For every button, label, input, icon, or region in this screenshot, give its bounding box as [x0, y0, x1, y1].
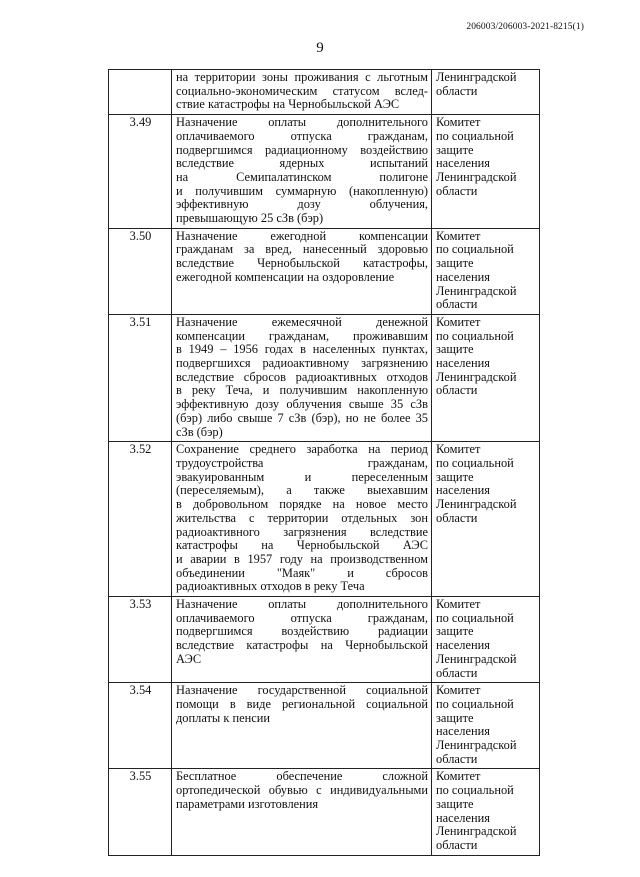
responsible-body-line: Ленинградской: [436, 651, 517, 666]
page-number: 9: [316, 40, 324, 56]
responsible-body-line: по социальной защите: [436, 610, 514, 639]
row-number: 3.54: [109, 683, 172, 769]
responsible-body-line: Комитет: [436, 115, 481, 130]
responsible-body-line: Комитет: [436, 442, 481, 457]
row-number: 3.49: [109, 115, 172, 229]
row-number: 3.52: [109, 442, 172, 597]
responsible-body-line: населения: [436, 810, 490, 825]
description-line: ежегодной компенсации на оздоровление: [176, 269, 395, 284]
responsible-body-line: Комитет: [436, 683, 481, 698]
row-number: 3.53: [109, 597, 172, 683]
description-line: объединении "Маяк" и сбросов: [176, 565, 428, 580]
description-line: параметрами изготовления: [176, 796, 319, 811]
responsible-body-line: населения: [436, 483, 490, 498]
responsible-body: [432, 115, 540, 229]
responsible-body-line: по социальной защите: [436, 455, 514, 484]
responsible-body-line: населения: [436, 269, 490, 284]
service-description: [172, 597, 432, 683]
description-line: Сохранение среднего заработка на период: [176, 442, 428, 457]
description-line: радиоактивных отходов в реку Теча: [176, 579, 365, 594]
row-number: 3.51: [109, 314, 172, 441]
responsible-body-line: Комитет: [436, 597, 481, 612]
responsible-body: [432, 769, 540, 855]
responsible-body-line: Комитет: [436, 769, 481, 784]
responsible-body-line: Ленинградской: [436, 824, 517, 839]
responsible-body-line: Комитет: [436, 228, 481, 243]
description-line: в реку Теча, и получившим накопленную: [176, 383, 428, 398]
responsible-body-line: области: [436, 665, 478, 680]
description-line: Бесплатное обеспечение сложной: [176, 769, 428, 784]
row-number: 3.50: [109, 228, 172, 314]
table-row: [109, 683, 540, 769]
description-line: превышающую 25 сЗв (бэр): [176, 211, 324, 226]
responsible-body-line: по социальной защите: [436, 128, 514, 157]
responsible-body-line: населения: [436, 156, 490, 171]
responsible-body-line: Ленинградской: [436, 369, 517, 384]
table-row: [109, 70, 540, 115]
responsible-body-line: населения: [436, 724, 490, 739]
description-line: и аварии в 1957 году на производственном: [176, 551, 428, 566]
responsible-body-line: области: [436, 297, 478, 312]
responsible-body: [432, 228, 540, 314]
service-description: [172, 769, 432, 855]
document-id: 206003/206003-2021-8215(1): [466, 22, 584, 32]
responsible-body-line: Ленинградской: [436, 283, 517, 298]
description-line: эффективную дозу облучения свыше 35 сЗв: [176, 397, 428, 412]
description-line: и получившим суммарную (накопленную): [176, 183, 428, 198]
service-description: [172, 115, 432, 229]
description-line: вследствие Чернобыльской катастрофы,: [176, 256, 428, 271]
responsible-body-line: по социальной защите: [436, 696, 514, 725]
description-line: подвергшимся радиационному воздействию: [176, 142, 428, 157]
responsible-body-line: Комитет: [436, 314, 481, 329]
responsible-body-line: Ленинградской: [436, 497, 517, 512]
responsible-body-line: населения: [436, 638, 490, 653]
responsible-body-line: области: [436, 83, 478, 98]
responsible-body-line: по социальной защите: [436, 242, 514, 271]
description-line: компенсации гражданам, проживавшим: [176, 328, 428, 343]
table-row: [109, 115, 540, 229]
responsible-body-line: области: [436, 510, 478, 525]
description-line: (переселяемым), а также выехавшим: [176, 483, 428, 498]
description-line: оплачиваемого отпуска гражданам,: [176, 610, 428, 625]
description-line: Назначение государственной социальной: [176, 683, 428, 698]
description-line: ствие катастрофы на Чернобыльской АЭС: [176, 97, 400, 112]
service-description: [172, 228, 432, 314]
service-description: [172, 683, 432, 769]
responsible-body-line: Ленинградской: [436, 70, 517, 84]
description-line: (бэр) либо свыше 7 сЗв (бэр), но не более 35: [176, 410, 428, 425]
table-row: [109, 314, 540, 441]
description-line: сЗв (бэр): [176, 424, 223, 439]
description-line: на территории зоны проживания с льготным: [176, 70, 428, 84]
description-line: на Семипалатинском полигоне: [176, 169, 428, 184]
responsible-body-line: Ленинградской: [436, 169, 517, 184]
responsible-body: [432, 597, 540, 683]
description-line: социально-экономическим статусом вслед-: [176, 83, 428, 98]
responsible-body-line: по социальной защите: [436, 328, 514, 357]
table-row: [109, 228, 540, 314]
service-description: [172, 442, 432, 597]
description-line: вследствие сбросов радиоактивных отходов: [176, 369, 428, 384]
row-number: [109, 70, 172, 115]
responsible-body-line: области: [436, 751, 478, 766]
responsible-body-line: области: [436, 837, 478, 852]
description-line: вследствие катастрофы на Чернобыльской: [176, 638, 428, 653]
table-row: [109, 597, 540, 683]
description-line: катастрофы на Чернобыльской АЭС: [176, 538, 428, 553]
description-line: доплаты к пенсии: [176, 710, 270, 725]
description-line: Назначение оплаты дополнительного: [176, 115, 428, 130]
description-line: эффективную дозу облучения,: [176, 197, 428, 212]
description-line: Назначение ежемесячной денежной: [176, 314, 428, 329]
description-line: подвергшихся радиоактивному загрязнению: [176, 356, 428, 371]
responsible-body-line: по социальной защите: [436, 783, 514, 811]
description-line: Назначение оплаты дополнительного: [176, 597, 428, 612]
responsible-body: [432, 314, 540, 441]
description-line: ортопедической обувью с индивидуальными: [176, 783, 428, 798]
responsible-body: [432, 70, 540, 115]
services-table: [108, 69, 540, 856]
responsible-body: [432, 683, 540, 769]
service-description: [172, 70, 432, 115]
description-line: подвергшимся воздействию радиации: [176, 624, 428, 639]
description-line: оплачиваемого отпуска гражданам,: [176, 128, 428, 143]
responsible-body-line: населения: [436, 356, 490, 371]
services-table-body: [109, 70, 540, 856]
responsible-body: [432, 442, 540, 597]
description-line: Назначение ежегодной компенсации: [176, 228, 428, 243]
description-line: вследствие ядерных испытаний: [176, 156, 428, 171]
description-line: в 1949 – 1956 годах в населенных пунктах,: [176, 342, 428, 357]
description-line: эвакуированным и переселенным: [176, 469, 428, 484]
description-line: трудоустройства гражданам,: [176, 455, 428, 470]
description-line: помощи в виде региональной социальной: [176, 696, 428, 711]
table-row: [109, 442, 540, 597]
description-line: жительства с территории отдельных зон: [176, 510, 428, 525]
description-line: в добровольном порядке на новое место: [176, 497, 428, 512]
row-number: 3.55: [109, 769, 172, 855]
service-description: [172, 314, 432, 441]
responsible-body-line: области: [436, 183, 478, 198]
responsible-body-line: Ленинградской: [436, 738, 517, 753]
description-line: радиоактивного загрязнения вследствие: [176, 524, 428, 539]
description-line: АЭС: [176, 651, 202, 666]
description-line: гражданам за вред, нанесенный здоровью: [176, 242, 428, 257]
responsible-body-line: области: [436, 383, 478, 398]
table-row: [109, 769, 540, 855]
